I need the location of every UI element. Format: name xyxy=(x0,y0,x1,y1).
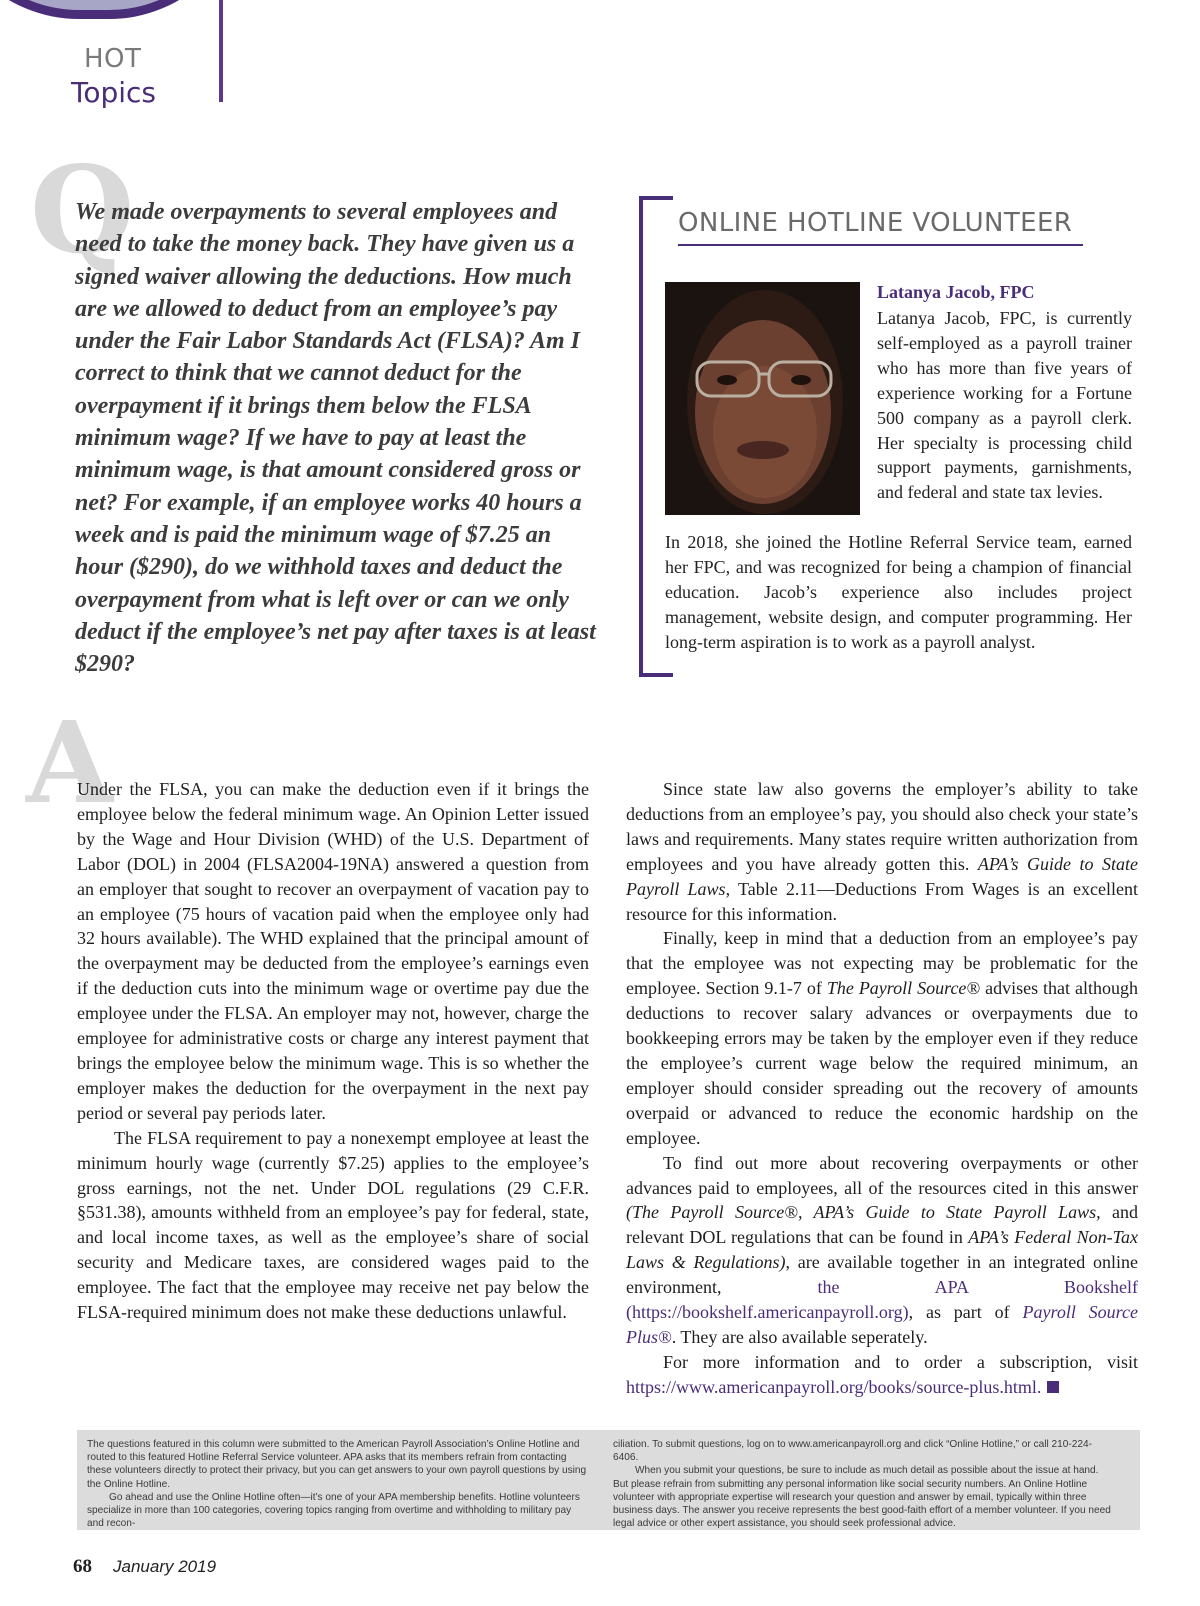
disclaimer-paragraph: ciliation. To submit questions, log on to www.americanpayroll.org and click “Online Hotline,” or call 210-224-6406. xyxy=(613,1439,1092,1464)
payroll-source-plus-link[interactable]: Payroll Source Plus® xyxy=(626,1302,1138,1347)
issue-date: January 2019 xyxy=(113,1557,217,1576)
text-run: Finally, keep in mind that a deduction from an employee’s pay that the employee was not expecting may be problematic for the employee. Section 9.1-7 of xyxy=(626,928,1138,999)
text-run: advises that although deductions to recover salary advances or overpayments due to bookkeeping errors may be taken by the employer even if they reduce the employee’s current wage below the required minimum, an employer should consider spreading out the recovery of amounts overpaid or advanced to reduce the economic hardship on the employee. xyxy=(626,978,1138,1148)
text-run: , as part of xyxy=(908,1302,1023,1323)
publication-title: The Payroll Source® xyxy=(826,978,981,999)
disclaimer-paragraph: Go ahead and use the Online Hotline often—it’s one of your APA membership benefits. Hotline volunteers specialize in more than 100 categories, covering topics ranging from overtime and withholding to military pay and recon- xyxy=(87,1491,580,1530)
page-number: 68 xyxy=(73,1556,92,1577)
answer-paragraph xyxy=(626,1350,1138,1400)
answer-paragraph: Under the FLSA, you can make the deduction even if it brings the employee below the federal minimum wage. An Opinion Letter issued by the Wage and Hour Division (WHD) of the U.S. Department of Labor (DOL) in 2004 (FLSA2004-19NA) answered a question from an employer that sought to recover an overpayment of vacation pay to an employee (75 hours of vacation paid when the employee only had 32 hours available). The WHD explained that the principal amount of the overpayment may be deducted from the employee’s earnings even if the deduction cuts into the minimum wage or overtime pay due the employee under the FLSA. An employer may not, however, charge the employee for administrative costs or charge any interest payment that brings the employee below the minimum wage. This is so whether the employer makes the deduction for the overpayment in the next pay period or several pay periods later. xyxy=(77,779,589,1123)
volunteer-name: Latanya Jacob, FPC xyxy=(877,282,1035,302)
text-run: To find out more about recovering overpayments or other advances paid to employees, all of the resources cited in this answer xyxy=(626,1152,1138,1198)
section-label-hot: HOT xyxy=(84,44,142,74)
hotline-disclaimer-box xyxy=(77,1430,1140,1530)
text-run: . They are also available seperately. xyxy=(671,1326,928,1347)
text-run: and relevant DOL regulations that can be found in xyxy=(626,1202,1138,1248)
volunteer-sidebar-title: ONLINE HOTLINE VOLUNTEER xyxy=(678,208,1083,246)
question-initial: Q xyxy=(30,140,135,281)
answer-paragraph: The FLSA requirement to pay a nonexempt employee at least the minimum hourly wage (currently $7.25) applies to the employee’s gross earnings, not the net. Under DOL regulations (29 C.F.R. §531.38), amounts withheld from an employee’s pay for federal, state, and local income taxes, as well as the employee’s share of social security and Medicare taxes, are considered wages paid to the employee. The fact that the employee may receive net pay below the FLSA-required minimum does not make these deductions unlawful. xyxy=(77,1127,589,1323)
publication-title: APA’s Guide to State Payroll Laws xyxy=(626,853,1138,899)
section-label-topics: Topics xyxy=(71,76,157,109)
portrait-image xyxy=(665,282,860,515)
answer-column-right xyxy=(626,777,1138,1400)
answer-paragraph xyxy=(626,1151,1138,1350)
answer-paragraph xyxy=(626,777,1138,926)
publication-title: APA’s Federal Non-Tax Laws & Regulations) xyxy=(626,1227,1138,1273)
disclaimer-paragraph: When you submit your questions, be sure to include as much detail as possible about the issue at hand. But please refrain from submitting any personal information like social security numbers. An Online Hotline volunteer with appropriate expertise will research your question and answer by email, typically within three business days. The answer you receive represents the best good-faith effort of a member volunteer. If you need legal advice or other expert assistance, you should seek professional advice. xyxy=(613,1465,1111,1530)
answer-paragraph xyxy=(626,926,1138,1150)
hot-topics-badge-arc xyxy=(0,0,248,19)
disclaimer-paragraph: The questions featured in this column were submitted to the American Payroll Association’s Online Hotline and routed to this featured Hotline Referral Service volunteer. APA asks that its members refrain from contacting these volunteers directly to protect their privacy, but you can get answers to your own payroll questions by using the Online Hotline. xyxy=(87,1439,587,1490)
end-of-article-icon xyxy=(1047,1381,1059,1393)
text-run: , are available together in an integrated online environment, xyxy=(626,1252,1138,1298)
text-run: For more information and to order a subscription, visit xyxy=(663,1351,1138,1372)
bookshelf-link[interactable]: the APA Bookshelf (https://bookshelf.americanpayroll.org) xyxy=(626,1277,1138,1323)
question-text: We made overpayments to several employees and need to take the money back. They have given us a signed waiver allowing the deductions. How much are we allowed to deduct from an employee’s pay under the Fair Labor Standards Act (FLSA)? Am I correct to think that we cannot deduct for the overpayment if it brings them below the FLSA minimum wage? If we have to pay at least the minimum wage, is that amount considered gross or net? For example, if an employee works 40 hours a week and is paid the minimum wage of $7.25 an hour ($290), do we withhold taxes and deduct the overpayment from what is left over or can we only deduct if the employee’s net pay after taxes is at least $290? xyxy=(75,199,596,678)
text-run: , Table 2.11—Deductions From Wages is an excellent resource for this information. xyxy=(626,878,1138,924)
answer-initial: A xyxy=(26,698,113,829)
disclaimer-column-left xyxy=(87,1438,589,1530)
publication-title: (The Payroll Source®, APA’s Guide to State Payroll Laws, xyxy=(626,1202,1101,1223)
text-run: Since state law also governs the employer’s ability to take deductions from an employee’s pay, you should also check your state’s laws and requirements. Many states require written authorization from employees and you have already gotten this. xyxy=(626,779,1138,874)
section-divider xyxy=(219,0,223,102)
answer-column-left xyxy=(77,777,589,1325)
volunteer-bio-continued: In 2018, she joined the Hotline Referral Service team, earned her FPC, and was recognized for being a champion of financial education. Jacob’s experience also includes project management, website design, and computer programming. Her long-term aspiration is to work as a payroll analyst. xyxy=(665,532,1132,652)
disclaimer-column-right xyxy=(613,1438,1115,1530)
volunteer-bio-intro: Latanya Jacob, FPC, is currently self-employed as a payroll trainer who has more than five years of experience working for a Fortune 500 company as a payroll clerk. Her specialty is processing child support payments, garnishments, and federal and state tax levies. xyxy=(877,308,1132,503)
volunteer-photo xyxy=(665,282,860,515)
source-plus-link[interactable]: https://www.americanpayroll.org/books/source-plus.html. xyxy=(626,1376,1042,1397)
